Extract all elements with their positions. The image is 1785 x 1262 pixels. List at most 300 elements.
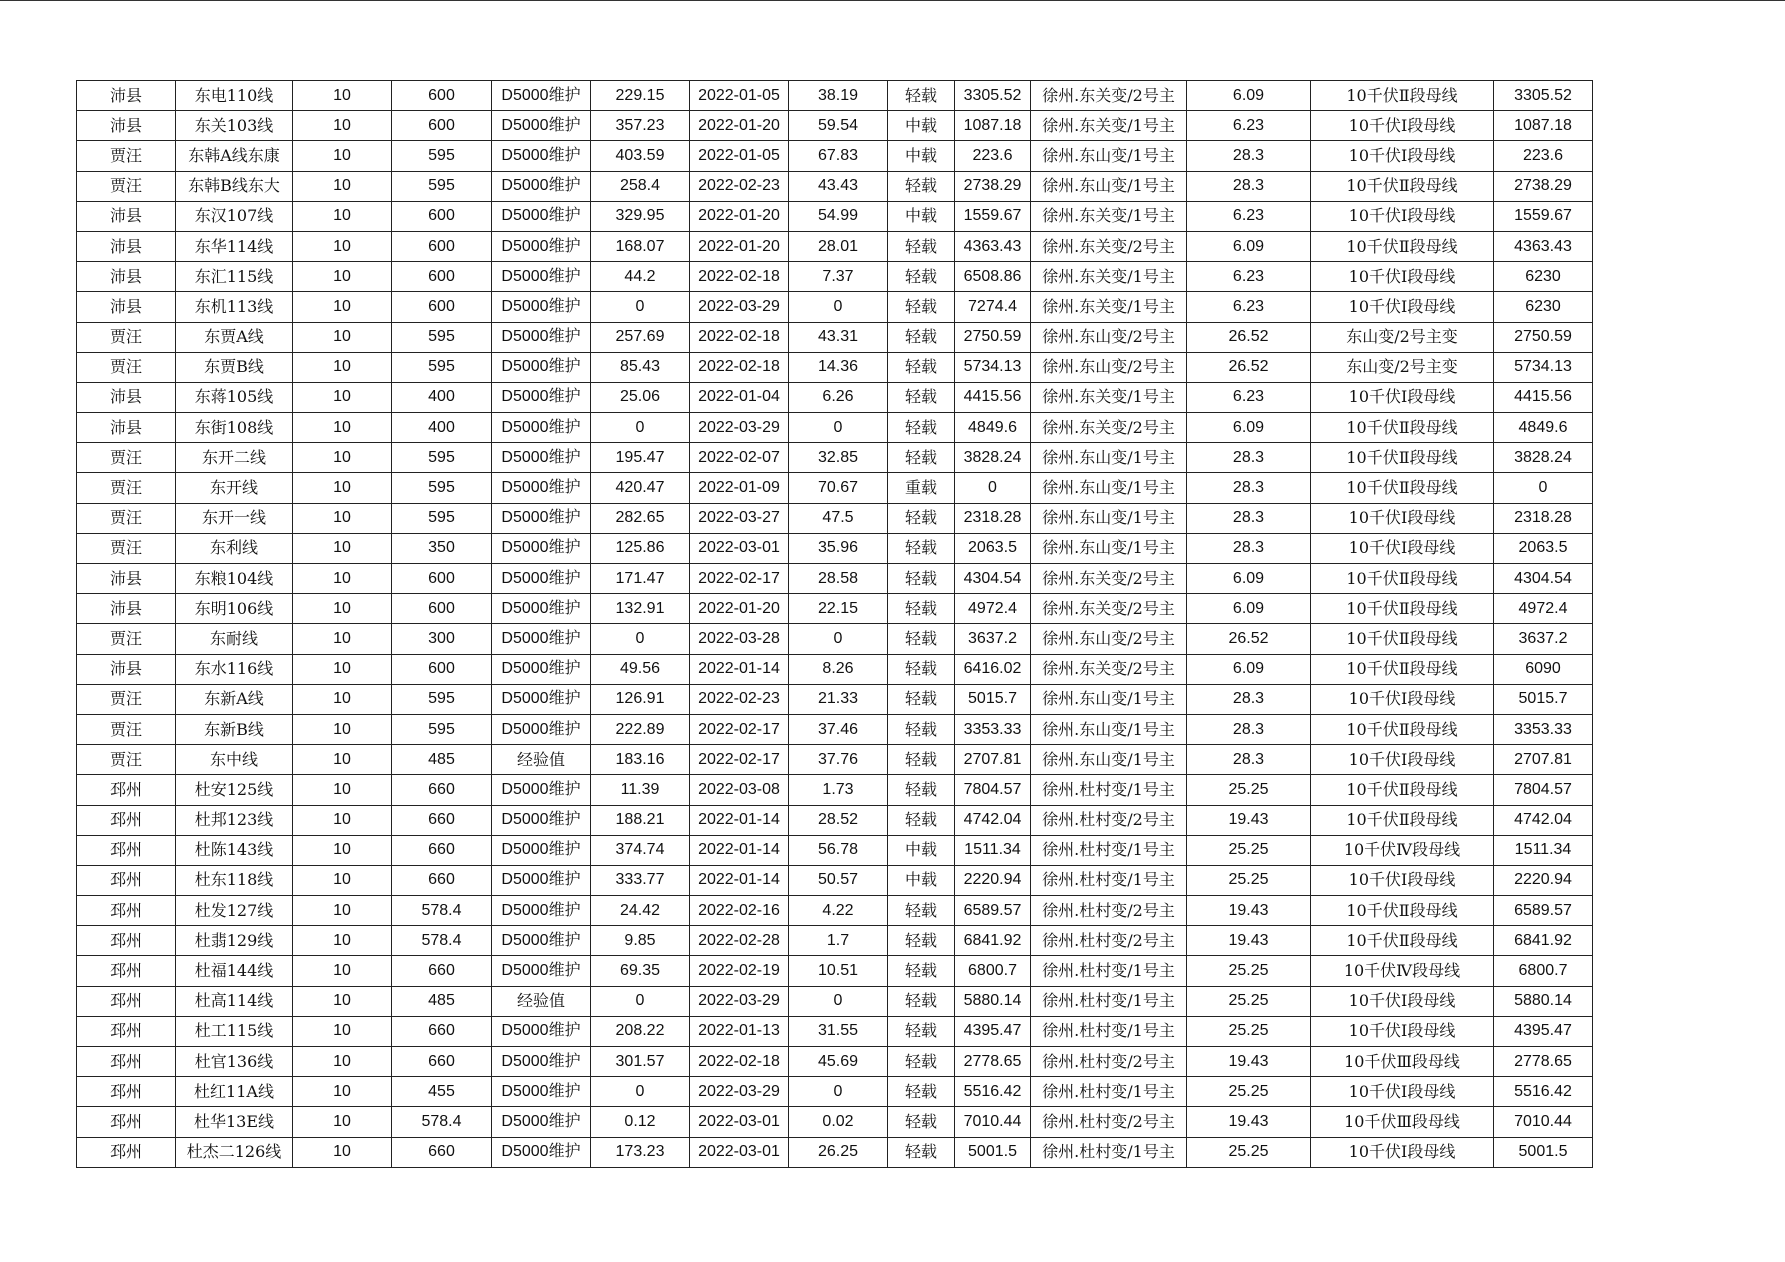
cell-line-name: 东水116线: [176, 654, 293, 684]
cell-voltage: 10: [293, 1016, 392, 1046]
cell-substation: 徐州.杜村变/2号主: [1031, 926, 1187, 956]
cell-substation: 徐州.东山变/1号主: [1031, 473, 1187, 503]
cell-rated-current: 660: [392, 956, 492, 986]
cell-date: 2022-03-08: [690, 775, 789, 805]
cell-open-capacity-2: 4304.54: [1494, 564, 1593, 594]
table-row: [77, 654, 1593, 684]
cell-line-name: 东明106线: [176, 594, 293, 624]
cell-busbar: 10千伏Ⅱ段母线: [1311, 564, 1494, 594]
cell-rated-current: 595: [392, 714, 492, 744]
cell-line-name: 东开一线: [176, 503, 293, 533]
cell-busbar: 10千伏Ⅱ段母线: [1311, 896, 1494, 926]
cell-voltage: 10: [293, 865, 392, 895]
cell-date: 2022-03-29: [690, 413, 789, 443]
cell-load-rate: 47.5: [789, 503, 888, 533]
cell-source-type: D5000维护: [492, 805, 591, 835]
cell-load-status: 轻载: [888, 624, 955, 654]
cell-open-capacity-2: 6090: [1494, 654, 1593, 684]
cell-substation: 徐州.杜村变/2号主: [1031, 1047, 1187, 1077]
cell-open-capacity-2: 6800.7: [1494, 956, 1593, 986]
cell-source-type: D5000维护: [492, 926, 591, 956]
cell-date: 2022-02-16: [690, 896, 789, 926]
cell-max-current: 126.91: [591, 684, 690, 714]
cell-voltage: 10: [293, 654, 392, 684]
cell-date: 2022-03-29: [690, 986, 789, 1016]
cell-transformer-load-rate: 25.25: [1187, 1077, 1311, 1107]
cell-source-type: D5000维护: [492, 1107, 591, 1137]
table-row: [77, 262, 1593, 292]
cell-open-capacity-2: 4395.47: [1494, 1016, 1593, 1046]
cell-date: 2022-01-05: [690, 141, 789, 171]
cell-rated-current: 400: [392, 413, 492, 443]
cell-transformer-load-rate: 28.3: [1187, 745, 1311, 775]
cell-busbar: 10千伏Ⅰ段母线: [1311, 865, 1494, 895]
cell-busbar: 10千伏Ⅰ段母线: [1311, 292, 1494, 322]
cell-substation: 徐州.东山变/1号主: [1031, 443, 1187, 473]
cell-open-capacity-2: 2750.59: [1494, 322, 1593, 352]
table-row: [77, 413, 1593, 443]
cell-transformer-load-rate: 19.43: [1187, 926, 1311, 956]
cell-line-name: 东蒋105线: [176, 382, 293, 412]
cell-open-capacity: 4395.47: [955, 1016, 1031, 1046]
cell-transformer-load-rate: 26.52: [1187, 322, 1311, 352]
cell-source-type: D5000维护: [492, 262, 591, 292]
cell-substation: 徐州.东关变/2号主: [1031, 81, 1187, 111]
cell-transformer-load-rate: 28.3: [1187, 533, 1311, 563]
cell-line-name: 杜福144线: [176, 956, 293, 986]
cell-date: 2022-01-20: [690, 111, 789, 141]
cell-rated-current: 660: [392, 835, 492, 865]
cell-rated-current: 600: [392, 111, 492, 141]
cell-voltage: 10: [293, 413, 392, 443]
cell-voltage: 10: [293, 956, 392, 986]
cell-substation: 徐州.杜村变/1号主: [1031, 865, 1187, 895]
cell-line-name: 东耐线: [176, 624, 293, 654]
cell-county: 贾汪: [77, 503, 176, 533]
cell-open-capacity: 1559.67: [955, 201, 1031, 231]
cell-substation: 徐州.杜村变/1号主: [1031, 775, 1187, 805]
cell-load-status: 轻载: [888, 352, 955, 382]
cell-rated-current: 578.4: [392, 896, 492, 926]
cell-voltage: 10: [293, 775, 392, 805]
cell-load-status: 轻载: [888, 413, 955, 443]
cell-line-name: 杜陈143线: [176, 835, 293, 865]
cell-source-type: D5000维护: [492, 111, 591, 141]
cell-transformer-load-rate: 6.23: [1187, 292, 1311, 322]
cell-busbar: 10千伏Ⅱ段母线: [1311, 654, 1494, 684]
cell-max-current: 11.39: [591, 775, 690, 805]
cell-open-capacity-2: 7010.44: [1494, 1107, 1593, 1137]
cell-date: 2022-02-19: [690, 956, 789, 986]
cell-rated-current: 485: [392, 986, 492, 1016]
cell-date: 2022-01-20: [690, 201, 789, 231]
cell-transformer-load-rate: 6.23: [1187, 111, 1311, 141]
table-row: [77, 1107, 1593, 1137]
cell-substation: 徐州.东关变/2号主: [1031, 413, 1187, 443]
cell-load-rate: 0: [789, 624, 888, 654]
cell-voltage: 10: [293, 926, 392, 956]
cell-line-name: 东韩A线东康: [176, 141, 293, 171]
table-row: [77, 1016, 1593, 1046]
cell-voltage: 10: [293, 352, 392, 382]
table-row: [77, 624, 1593, 654]
cell-open-capacity-2: 2318.28: [1494, 503, 1593, 533]
cell-line-name: 东开线: [176, 473, 293, 503]
cell-source-type: D5000维护: [492, 865, 591, 895]
cell-line-name: 杜邦123线: [176, 805, 293, 835]
cell-open-capacity: 2738.29: [955, 171, 1031, 201]
cell-load-status: 轻载: [888, 1016, 955, 1046]
cell-max-current: 24.42: [591, 896, 690, 926]
cell-open-capacity: 6589.57: [955, 896, 1031, 926]
cell-county: 沛县: [77, 262, 176, 292]
cell-load-rate: 38.19: [789, 81, 888, 111]
cell-county: 沛县: [77, 564, 176, 594]
cell-county: 贾汪: [77, 714, 176, 744]
cell-transformer-load-rate: 28.3: [1187, 684, 1311, 714]
cell-load-status: 轻载: [888, 171, 955, 201]
cell-date: 2022-02-23: [690, 684, 789, 714]
cell-rated-current: 595: [392, 171, 492, 201]
cell-voltage: 10: [293, 292, 392, 322]
cell-load-rate: 4.22: [789, 896, 888, 926]
cell-date: 2022-02-18: [690, 1047, 789, 1077]
cell-open-capacity-2: 7804.57: [1494, 775, 1593, 805]
cell-date: 2022-03-01: [690, 1137, 789, 1167]
cell-load-status: 中载: [888, 865, 955, 895]
cell-county: 沛县: [77, 111, 176, 141]
cell-source-type: D5000维护: [492, 171, 591, 201]
cell-voltage: 10: [293, 805, 392, 835]
cell-substation: 徐州.东关变/2号主: [1031, 654, 1187, 684]
cell-load-status: 轻载: [888, 714, 955, 744]
cell-open-capacity-2: 6230: [1494, 262, 1593, 292]
cell-source-type: D5000维护: [492, 624, 591, 654]
cell-voltage: 10: [293, 201, 392, 231]
cell-voltage: 10: [293, 473, 392, 503]
cell-busbar: 10千伏Ⅰ段母线: [1311, 745, 1494, 775]
cell-source-type: D5000维护: [492, 835, 591, 865]
cell-substation: 徐州.杜村变/1号主: [1031, 835, 1187, 865]
table-row: [77, 745, 1593, 775]
cell-date: 2022-01-09: [690, 473, 789, 503]
cell-line-name: 东电110线: [176, 81, 293, 111]
cell-load-rate: 1.73: [789, 775, 888, 805]
cell-line-name: 东粮104线: [176, 564, 293, 594]
cell-substation: 徐州.东关变/1号主: [1031, 292, 1187, 322]
cell-date: 2022-01-13: [690, 1016, 789, 1046]
cell-source-type: D5000维护: [492, 714, 591, 744]
cell-line-name: 东中线: [176, 745, 293, 775]
cell-source-type: D5000维护: [492, 533, 591, 563]
cell-line-name: 杜官136线: [176, 1047, 293, 1077]
cell-load-rate: 43.43: [789, 171, 888, 201]
cell-load-rate: 28.01: [789, 231, 888, 261]
cell-source-type: D5000维护: [492, 443, 591, 473]
cell-voltage: 10: [293, 684, 392, 714]
cell-open-capacity: 7274.4: [955, 292, 1031, 322]
cell-busbar: 10千伏Ⅱ段母线: [1311, 81, 1494, 111]
cell-rated-current: 600: [392, 594, 492, 624]
cell-substation: 徐州.东山变/1号主: [1031, 141, 1187, 171]
cell-substation: 徐州.东山变/1号主: [1031, 714, 1187, 744]
cell-max-current: 229.15: [591, 81, 690, 111]
cell-load-status: 轻载: [888, 775, 955, 805]
cell-date: 2022-01-14: [690, 865, 789, 895]
cell-county: 沛县: [77, 231, 176, 261]
cell-load-rate: 0: [789, 1077, 888, 1107]
cell-line-name: 东新A线: [176, 684, 293, 714]
cell-line-name: 东贾B线: [176, 352, 293, 382]
cell-substation: 徐州.东关变/2号主: [1031, 564, 1187, 594]
cell-source-type: D5000维护: [492, 231, 591, 261]
cell-load-rate: 54.99: [789, 201, 888, 231]
cell-rated-current: 660: [392, 1137, 492, 1167]
cell-line-name: 东开二线: [176, 443, 293, 473]
cell-transformer-load-rate: 28.3: [1187, 141, 1311, 171]
cell-rated-current: 600: [392, 201, 492, 231]
cell-voltage: 10: [293, 141, 392, 171]
cell-voltage: 10: [293, 503, 392, 533]
cell-open-capacity: 3637.2: [955, 624, 1031, 654]
cell-max-current: 49.56: [591, 654, 690, 684]
cell-max-current: 9.85: [591, 926, 690, 956]
data-table: [76, 80, 1593, 1168]
cell-open-capacity-2: 4363.43: [1494, 231, 1593, 261]
cell-transformer-load-rate: 25.25: [1187, 1137, 1311, 1167]
cell-voltage: 10: [293, 443, 392, 473]
cell-busbar: 10千伏Ⅰ段母线: [1311, 1077, 1494, 1107]
cell-load-status: 轻载: [888, 81, 955, 111]
cell-county: 沛县: [77, 413, 176, 443]
cell-source-type: D5000维护: [492, 413, 591, 443]
cell-transformer-load-rate: 6.09: [1187, 413, 1311, 443]
cell-open-capacity: 2750.59: [955, 322, 1031, 352]
cell-load-rate: 28.58: [789, 564, 888, 594]
cell-source-type: D5000维护: [492, 382, 591, 412]
table-row: [77, 1047, 1593, 1077]
cell-load-rate: 0.02: [789, 1107, 888, 1137]
cell-max-current: 257.69: [591, 322, 690, 352]
cell-load-status: 中载: [888, 201, 955, 231]
cell-load-status: 轻载: [888, 926, 955, 956]
cell-line-name: 杜杰二126线: [176, 1137, 293, 1167]
table-row: [77, 201, 1593, 231]
table-row: [77, 231, 1593, 261]
cell-source-type: D5000维护: [492, 141, 591, 171]
cell-date: 2022-02-18: [690, 352, 789, 382]
cell-busbar: 10千伏Ⅰ段母线: [1311, 262, 1494, 292]
cell-max-current: 301.57: [591, 1047, 690, 1077]
cell-max-current: 0: [591, 624, 690, 654]
cell-date: 2022-03-28: [690, 624, 789, 654]
cell-load-rate: 0: [789, 413, 888, 443]
cell-date: 2022-02-17: [690, 714, 789, 744]
cell-load-status: 轻载: [888, 292, 955, 322]
cell-county: 邳州: [77, 835, 176, 865]
cell-open-capacity-2: 1511.34: [1494, 835, 1593, 865]
cell-load-status: 轻载: [888, 896, 955, 926]
cell-substation: 徐州.东关变/1号主: [1031, 111, 1187, 141]
cell-open-capacity: 6800.7: [955, 956, 1031, 986]
cell-county: 贾汪: [77, 624, 176, 654]
cell-source-type: D5000维护: [492, 896, 591, 926]
cell-busbar: 10千伏Ⅱ段母线: [1311, 231, 1494, 261]
cell-open-capacity: 4363.43: [955, 231, 1031, 261]
cell-line-name: 东利线: [176, 533, 293, 563]
cell-rated-current: 600: [392, 292, 492, 322]
cell-busbar: 10千伏Ⅳ段母线: [1311, 956, 1494, 986]
cell-transformer-load-rate: 28.3: [1187, 171, 1311, 201]
cell-source-type: D5000维护: [492, 956, 591, 986]
cell-line-name: 杜高114线: [176, 986, 293, 1016]
cell-max-current: 173.23: [591, 1137, 690, 1167]
cell-open-capacity: 7804.57: [955, 775, 1031, 805]
cell-date: 2022-02-17: [690, 745, 789, 775]
cell-transformer-load-rate: 28.3: [1187, 443, 1311, 473]
cell-open-capacity: 5516.42: [955, 1077, 1031, 1107]
table-body: [77, 81, 1593, 1168]
cell-voltage: 10: [293, 81, 392, 111]
table-row: [77, 775, 1593, 805]
cell-substation: 徐州.杜村变/1号主: [1031, 1016, 1187, 1046]
cell-max-current: 282.65: [591, 503, 690, 533]
cell-busbar: 10千伏Ⅳ段母线: [1311, 835, 1494, 865]
cell-substation: 徐州.杜村变/2号主: [1031, 1107, 1187, 1137]
cell-voltage: 10: [293, 896, 392, 926]
cell-transformer-load-rate: 26.52: [1187, 624, 1311, 654]
table-row: [77, 443, 1593, 473]
cell-county: 贾汪: [77, 352, 176, 382]
cell-substation: 徐州.东山变/2号主: [1031, 352, 1187, 382]
cell-busbar: 10千伏Ⅱ段母线: [1311, 714, 1494, 744]
table-row: [77, 382, 1593, 412]
table-row: [77, 292, 1593, 322]
cell-transformer-load-rate: 25.25: [1187, 835, 1311, 865]
cell-date: 2022-01-04: [690, 382, 789, 412]
cell-source-type: D5000维护: [492, 1047, 591, 1077]
cell-transformer-load-rate: 19.43: [1187, 896, 1311, 926]
cell-voltage: 10: [293, 745, 392, 775]
cell-load-rate: 21.33: [789, 684, 888, 714]
cell-transformer-load-rate: 6.09: [1187, 594, 1311, 624]
cell-line-name: 东华114线: [176, 231, 293, 261]
cell-busbar: 10千伏Ⅱ段母线: [1311, 443, 1494, 473]
cell-load-rate: 0: [789, 986, 888, 1016]
cell-load-rate: 22.15: [789, 594, 888, 624]
cell-line-name: 杜东118线: [176, 865, 293, 895]
cell-substation: 徐州.东山变/1号主: [1031, 171, 1187, 201]
cell-max-current: 0: [591, 986, 690, 1016]
cell-busbar: 10千伏Ⅱ段母线: [1311, 624, 1494, 654]
cell-load-status: 轻载: [888, 382, 955, 412]
cell-open-capacity-2: 3305.52: [1494, 81, 1593, 111]
cell-date: 2022-01-14: [690, 805, 789, 835]
cell-county: 邳州: [77, 1047, 176, 1077]
table-row: [77, 594, 1593, 624]
cell-line-name: 东韩B线东大: [176, 171, 293, 201]
table-row: [77, 533, 1593, 563]
cell-transformer-load-rate: 6.09: [1187, 654, 1311, 684]
cell-source-type: D5000维护: [492, 503, 591, 533]
cell-open-capacity-2: 6589.57: [1494, 896, 1593, 926]
cell-busbar: 10千伏Ⅰ段母线: [1311, 201, 1494, 231]
cell-line-name: 杜红11A线: [176, 1077, 293, 1107]
cell-rated-current: 400: [392, 382, 492, 412]
cell-load-rate: 45.69: [789, 1047, 888, 1077]
cell-max-current: 0.12: [591, 1107, 690, 1137]
cell-transformer-load-rate: 19.43: [1187, 1047, 1311, 1077]
cell-county: 贾汪: [77, 171, 176, 201]
cell-load-rate: 70.67: [789, 473, 888, 503]
cell-source-type: D5000维护: [492, 1016, 591, 1046]
cell-transformer-load-rate: 25.25: [1187, 775, 1311, 805]
cell-date: 2022-03-27: [690, 503, 789, 533]
cell-open-capacity-2: 0: [1494, 473, 1593, 503]
cell-open-capacity-2: 2738.29: [1494, 171, 1593, 201]
cell-load-status: 轻载: [888, 443, 955, 473]
cell-load-rate: 14.36: [789, 352, 888, 382]
cell-max-current: 0: [591, 1077, 690, 1107]
cell-county: 沛县: [77, 81, 176, 111]
cell-date: 2022-02-18: [690, 322, 789, 352]
table-row: [77, 714, 1593, 744]
cell-date: 2022-02-23: [690, 171, 789, 201]
cell-transformer-load-rate: 6.23: [1187, 201, 1311, 231]
cell-substation: 徐州.东山变/1号主: [1031, 533, 1187, 563]
cell-max-current: 333.77: [591, 865, 690, 895]
cell-voltage: 10: [293, 624, 392, 654]
cell-max-current: 188.21: [591, 805, 690, 835]
cell-source-type: D5000维护: [492, 81, 591, 111]
cell-source-type: D5000维护: [492, 684, 591, 714]
cell-source-type: D5000维护: [492, 564, 591, 594]
table-row: [77, 352, 1593, 382]
cell-voltage: 10: [293, 564, 392, 594]
cell-rated-current: 595: [392, 473, 492, 503]
cell-open-capacity-2: 2220.94: [1494, 865, 1593, 895]
cell-transformer-load-rate: 25.25: [1187, 956, 1311, 986]
table-row: [77, 322, 1593, 352]
cell-open-capacity: 2220.94: [955, 865, 1031, 895]
cell-source-type: D5000维护: [492, 201, 591, 231]
cell-substation: 徐州.东关变/1号主: [1031, 262, 1187, 292]
cell-load-rate: 67.83: [789, 141, 888, 171]
cell-transformer-load-rate: 26.52: [1187, 352, 1311, 382]
cell-load-rate: 31.55: [789, 1016, 888, 1046]
cell-open-capacity-2: 223.6: [1494, 141, 1593, 171]
cell-rated-current: 595: [392, 141, 492, 171]
cell-busbar: 10千伏Ⅰ段母线: [1311, 684, 1494, 714]
cell-load-rate: 26.25: [789, 1137, 888, 1167]
cell-county: 邳州: [77, 1137, 176, 1167]
cell-max-current: 0: [591, 292, 690, 322]
cell-open-capacity-2: 2778.65: [1494, 1047, 1593, 1077]
table-row: [77, 171, 1593, 201]
cell-open-capacity-2: 1087.18: [1494, 111, 1593, 141]
cell-open-capacity: 2778.65: [955, 1047, 1031, 1077]
table-row: [77, 986, 1593, 1016]
cell-transformer-load-rate: 25.25: [1187, 986, 1311, 1016]
cell-busbar: 10千伏Ⅰ段母线: [1311, 986, 1494, 1016]
cell-load-status: 轻载: [888, 805, 955, 835]
cell-busbar: 10千伏Ⅱ段母线: [1311, 775, 1494, 805]
cell-busbar: 10千伏Ⅰ段母线: [1311, 382, 1494, 412]
cell-max-current: 357.23: [591, 111, 690, 141]
cell-open-capacity-2: 5001.5: [1494, 1137, 1593, 1167]
cell-max-current: 258.4: [591, 171, 690, 201]
table-row: [77, 81, 1593, 111]
